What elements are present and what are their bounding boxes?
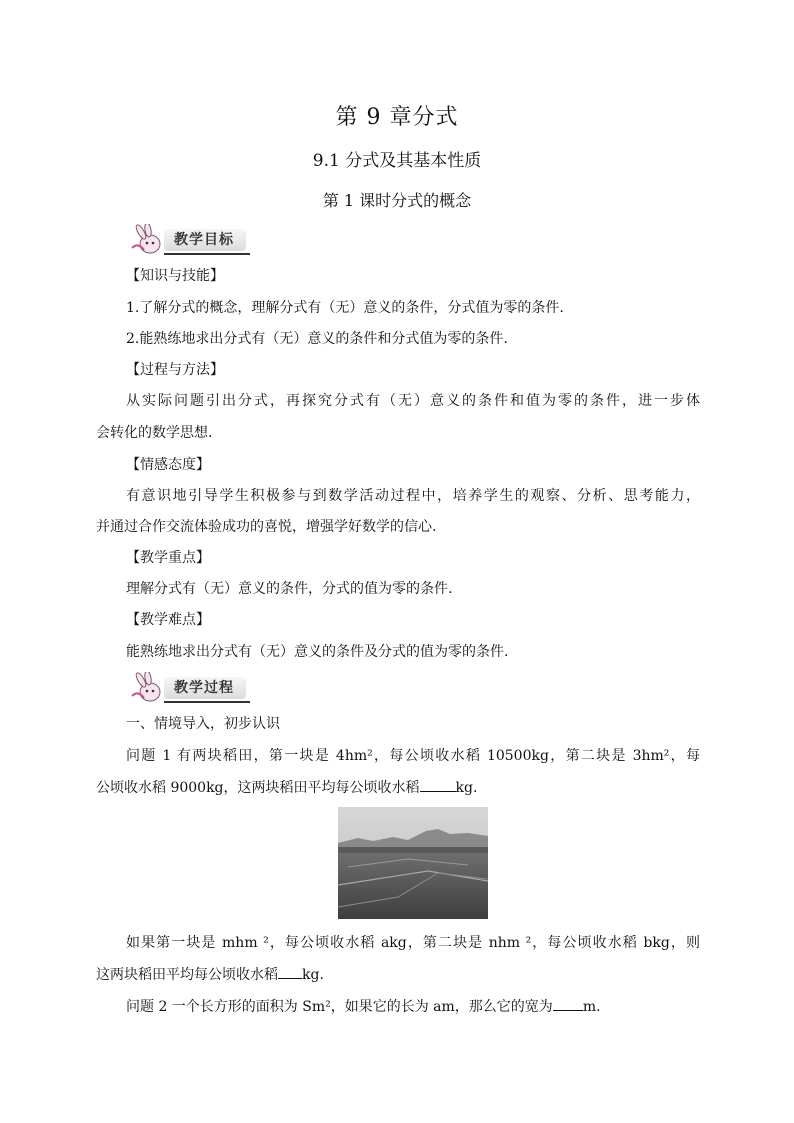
teaching-goals-label: 教学目标: [164, 229, 246, 251]
question-1-unit: kg.: [455, 780, 478, 796]
answer-blank: [420, 777, 456, 792]
teaching-goals-badge: [126, 224, 250, 258]
rabbit-mascot-icon: [126, 672, 166, 706]
knowledge-item-2: 2.能熟练地求出分式有（无）意义的条件和分式值为零的条件.: [126, 331, 508, 347]
method-text-line-2: 会转化的数学思想.: [96, 425, 213, 441]
question-2-text: 问题 2 一个长方形的面积为 Sm²，如果它的长为 am，那么它的宽为: [126, 999, 553, 1015]
question-1-line-2: [96, 777, 700, 798]
teaching-process-label: 教学过程: [164, 677, 246, 699]
key-point-heading: 【教学重点】: [126, 550, 210, 566]
question-1-line-2-text: 公顷收水稻 9000kg，这两块稻田平均每公顷收水稻: [96, 780, 420, 796]
answer-blank: [278, 964, 302, 979]
chapter-title: 第 9 章分式: [335, 105, 459, 130]
question-2: [126, 996, 700, 1017]
question-2-unit: m.: [582, 999, 601, 1015]
question-1b-line-2: [96, 964, 700, 985]
key-point-text: 理解分式有（无）意义的条件，分式的值为零的条件.: [126, 581, 453, 597]
rice-field-photo: [338, 807, 488, 919]
question-1-line-1: 问题 1 有两块稻田，第一块是 4hm²，每公顷收水稻 10500kg，第二块是 3hm²，每: [126, 748, 700, 764]
difficulty-text: 能熟练地求出分式有（无）意义的条件及分式的值为零的条件.: [126, 644, 509, 660]
answer-blank: [553, 996, 583, 1011]
method-text-line-1: 从实际问题引出分式，再探究分式有（无）意义的条件和值为零的条件，进一步体: [126, 393, 700, 409]
badge-underline: [164, 701, 250, 703]
emotion-heading: 【情感态度】: [126, 457, 210, 473]
emotion-text-line-1: 有意识地引导学生积极参与到数学活动过程中，培养学生的观察、分析、思考能力，: [126, 488, 700, 504]
question-1b-line-1: 如果第一块是 mhm ²，每公顷收水稻 akg，第二块是 nhm ²，每公顷收水稻 bkg，则: [126, 935, 700, 951]
knowledge-item-1: 1.了解分式的概念，理解分式有（无）意义的条件，分式值为零的条件.: [126, 300, 564, 316]
question-1b-unit: kg.: [302, 967, 324, 983]
question-1b-line-2-text: 这两块稻田平均每公顷收水稻: [96, 967, 278, 983]
emotion-text-line-2: 并通过合作交流体验成功的喜悦，增强学好数学的信心.: [96, 519, 437, 535]
section-title: 9.1 分式及其基本性质: [312, 151, 482, 171]
badge-underline: [164, 253, 250, 255]
step-1-heading: 一、情境导入，初步认识: [126, 716, 280, 732]
teaching-process-badge: [126, 672, 250, 706]
method-heading: 【过程与方法】: [126, 362, 224, 378]
knowledge-heading: 【知识与技能】: [126, 268, 224, 284]
rabbit-mascot-icon: [126, 224, 166, 258]
lesson-title: 第 1 课时分式的概念: [322, 191, 472, 210]
difficulty-heading: 【教学难点】: [126, 612, 210, 628]
